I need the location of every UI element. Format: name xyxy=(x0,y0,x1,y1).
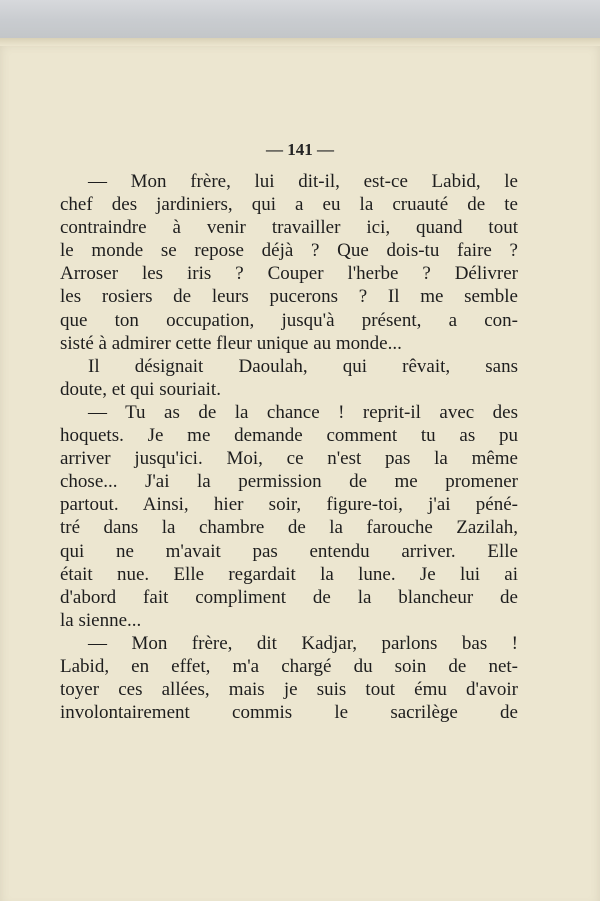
text-line: le monde se repose déjà ? Que dois-tu faire ? xyxy=(60,240,518,262)
text-line: était nue. Elle regardait la lune. Je lui ai xyxy=(60,563,518,585)
body-text xyxy=(60,170,518,724)
text-line: involontairement commis le sacrilège de xyxy=(60,702,518,724)
text-line: — Tu as de la chance ! reprit-il avec des xyxy=(88,401,518,423)
text-line: les rosiers de leurs pucerons ? Il me semble xyxy=(60,286,518,308)
text-line: arriver jusqu'ici. Moi, ce n'est pas la même xyxy=(60,448,518,470)
text-line: chose... J'ai la permission de me promener xyxy=(60,471,518,493)
text-line: contraindre à venir travailler ici, quand tout xyxy=(60,217,518,239)
text-line: tré dans la chambre de la farouche Zazilah, xyxy=(60,517,518,539)
page-number: — 141 — xyxy=(266,140,334,159)
text-line: qui ne m'avait pas entendu arriver. Elle xyxy=(60,540,518,562)
text-line: que ton occupation, jusqu'à présent, a con- xyxy=(60,309,518,331)
text-line: — Mon frère, dit Kadjar, parlons bas ! xyxy=(88,632,518,654)
text-line: Labid, en effet, m'a chargé du soin de net- xyxy=(60,655,518,677)
text-line: chef des jardiniers, qui a eu la cruauté de te xyxy=(60,194,518,216)
text-line: hoquets. Je me demande comment tu as pu xyxy=(60,425,518,447)
page-top-edge xyxy=(0,38,600,46)
text-line: doute, et qui souriait. xyxy=(60,378,221,400)
text-line: d'abord fait compliment de la blancheur de xyxy=(60,586,518,608)
text-line: toyer ces allées, mais je suis tout ému d'avoir xyxy=(60,679,518,701)
text-line: la sienne... xyxy=(60,609,142,631)
text-line: sisté à admirer cette fleur unique au monde... xyxy=(60,332,402,354)
text-line: Arroser les iris ? Couper l'herbe ? Délivrer xyxy=(60,263,518,285)
text-line: Il désignait Daoulah, qui rêvait, sans xyxy=(88,355,518,377)
text-line: — Mon frère, lui dit-il, est-ce Labid, le xyxy=(88,171,518,192)
text-line: partout. Ainsi, hier soir, figure-toi, j'ai péné- xyxy=(60,494,518,516)
